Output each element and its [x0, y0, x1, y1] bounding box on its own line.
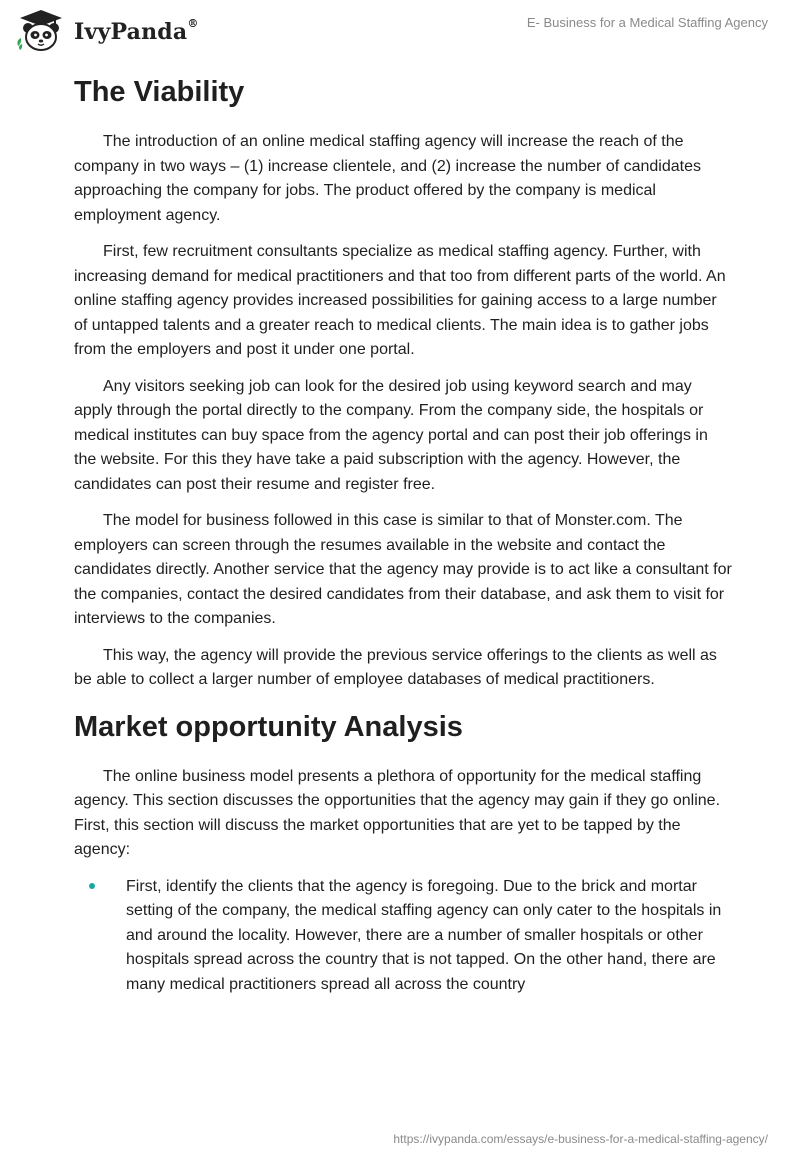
- heading-market-opportunity: Market opportunity Analysis: [74, 710, 463, 743]
- paragraph: First, few recruitment consultants specialize as medical staffing agency. Further, with increasing demand for medical practitioners and that too from different parts of the world. An online staffing agency provides increased possibilities for gaining access to a large number of untapped talents and a greater reach to medical clients. The main idea is to gather jobs from the employers and post it under one portal.: [74, 243, 726, 358]
- paragraph: The model for business followed in this case is similar to that of Monster.com. The employers can screen through the resumes available in the website and contact the candidates directly. Another service that the agency may provide is to act like a consultant for the companies, contact the desired candidates from their database, and ask them to visit for interviews to the companies.: [74, 512, 732, 627]
- opportunity-list: [74, 875, 734, 998]
- list-item-text: First, identify the clients that the agency is foregoing. Due to the brick and mortar setting of the company, the medical staffing agency can only cater to the hospitals in and around the locality. However, there are a number of smaller hospitals or other hospitals spread across the country that is not tapped. On the other hand, there are many medical practitioners spread all across the country: [126, 877, 722, 993]
- paragraph: This way, the agency will provide the previous service offerings to the clients as well as be able to collect a larger number of employee databases of medical practitioners.: [74, 646, 717, 688]
- document-title: E- Business for a Medical Staffing Agency: [526, 15, 768, 30]
- brand-logo[interactable]: [14, 8, 199, 52]
- paragraph: Any visitors seeking job can look for the desired job using keyword search and may apply through the portal directly to the company. From the company side, the hospitals or medical institutes can buy space from the agency portal and can post their job offerings in the website. For this they have take a paid subscription with the agency. However, the candidates can post their resume and register free.: [74, 377, 708, 493]
- article-content: [74, 70, 734, 997]
- paragraph: The introduction of an online medical staffing agency will increase the reach of the company in two ways – (1) increase clientele, and (2) increase the number of candidates approaching the company for jobs. The product offered by the company is medical employment agency.: [74, 133, 701, 224]
- heading-viability: The Viability: [74, 76, 245, 108]
- page-header: [0, 0, 800, 60]
- paragraph: The online business model presents a plethora of opportunity for the medical staffing agency. This section discusses the opportunities that the agency may gain if they go online. First, this section will discuss the market opportunities that are yet to be tapped by the agency:: [74, 767, 721, 858]
- brand-name: IvyPanda®: [74, 17, 199, 45]
- list-item: [74, 875, 734, 998]
- bullet-icon: [89, 883, 95, 889]
- panda-graduate-icon: [14, 8, 68, 52]
- source-url[interactable]: https://ivypanda.com/essays/e-business-for-a-medical-staffing-agency/: [393, 1132, 768, 1146]
